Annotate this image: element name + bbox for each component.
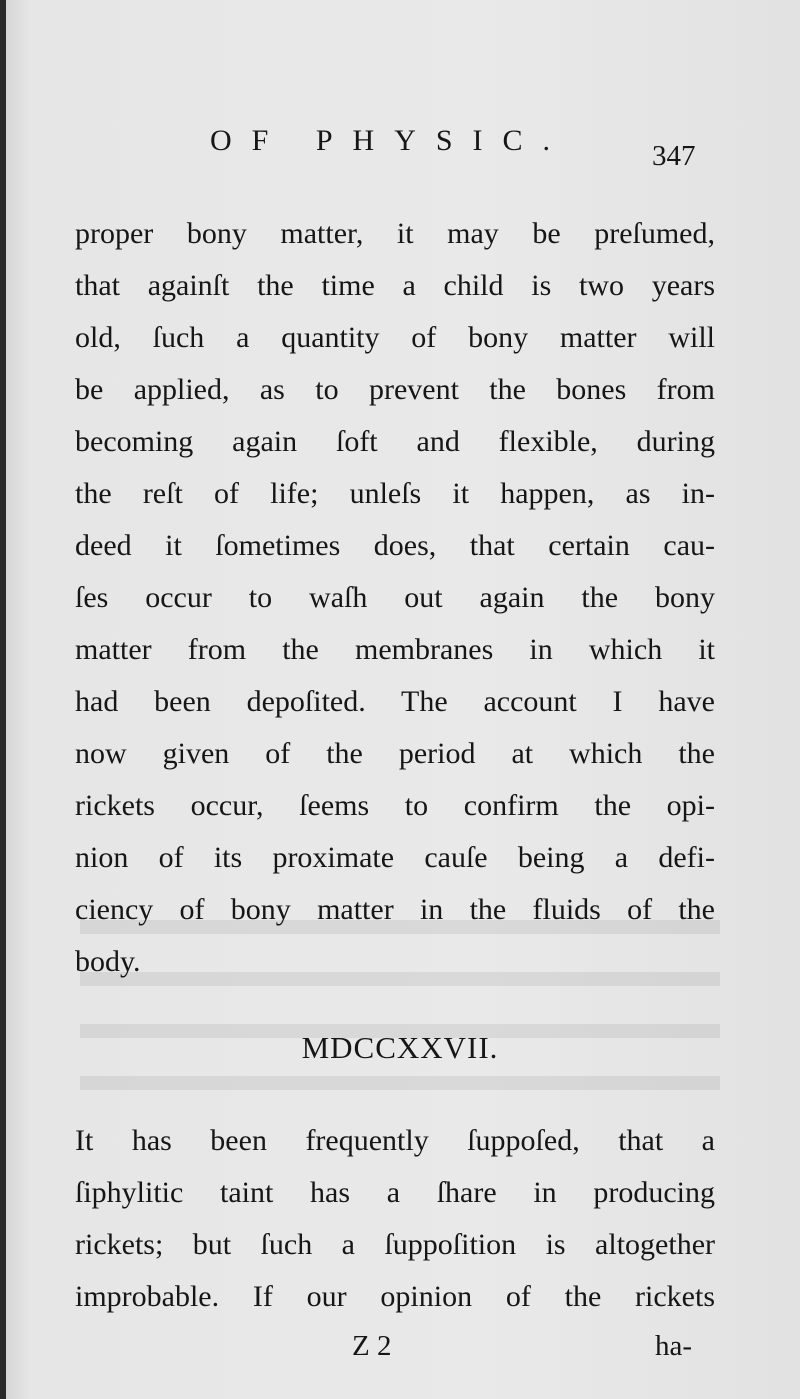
text-line: body. (75, 945, 141, 978)
text-line: the reſt of life; unleſs it happen, as in- (75, 477, 715, 510)
catchword: ha- (655, 1330, 693, 1362)
page-gutter-shadow (0, 0, 6, 1399)
text-line: be applied, as to prevent the bones from (75, 373, 715, 406)
paragraph-2 (75, 1115, 715, 1323)
text-line: improbable. If our opinion of the rickets (75, 1280, 715, 1313)
text-line: ſiphylitic taint has a ſhare in producing (75, 1176, 715, 1209)
text-line: becoming again ſoft and flexible, during (75, 425, 715, 458)
running-title: OF PHYSIC. (210, 124, 571, 157)
text-line: that againſt the time a child is two years (75, 269, 715, 302)
paragraph-1 (75, 208, 715, 988)
text-line: now given of the period at which the (75, 737, 715, 770)
text-line: rickets occur, ſeems to confirm the opi- (75, 789, 715, 822)
text-line: It has been frequently ſuppoſed, that a (75, 1124, 715, 1157)
text-line: deed it ſometimes does, that certain cau- (75, 529, 715, 562)
page-footer (0, 1330, 800, 1370)
section-heading: MDCCXXVII. (301, 1030, 499, 1065)
text-line: old, ſuch a quantity of bony matter will (75, 321, 715, 354)
text-line: ciency of bony matter in the fluids of the (75, 893, 715, 926)
page-header (0, 124, 800, 184)
text-line: matter from the membranes in which it (75, 633, 715, 666)
text-line: had been depoſited. The account I have (75, 685, 715, 718)
text-line: ſes occur to waſh out again the bony (75, 581, 715, 614)
text-line: proper bony matter, it may be preſumed, (75, 217, 715, 250)
signature-mark: Z 2 (352, 1330, 392, 1362)
text-line: nion of its proximate cauſe being a defi- (75, 841, 715, 874)
page-number: 347 (652, 140, 696, 172)
text-line: rickets; but ſuch a ſuppoſition is altogether (75, 1228, 715, 1261)
